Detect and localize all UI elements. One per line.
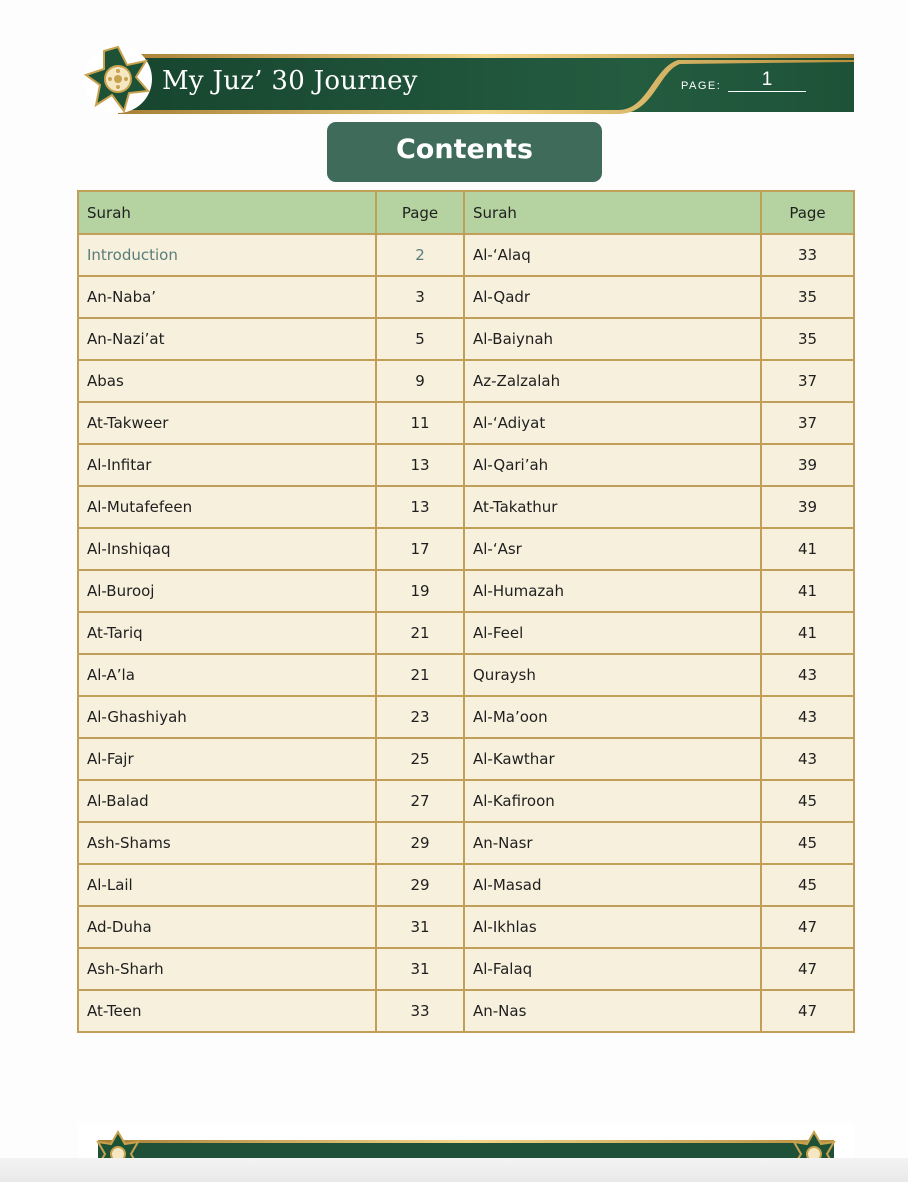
surah-cell: At-Tariq — [78, 612, 376, 654]
page-cell: 45 — [761, 780, 854, 822]
surah-cell: Al-Infitar — [78, 444, 376, 486]
table-row — [78, 696, 854, 738]
table-row — [78, 486, 854, 528]
header-banner — [78, 40, 854, 120]
table-row — [78, 864, 854, 906]
table-row — [78, 780, 854, 822]
surah-cell: Al-Feel — [464, 612, 761, 654]
surah-cell: Al-Fajr — [78, 738, 376, 780]
page-cell: 35 — [761, 276, 854, 318]
page-cell: 37 — [761, 360, 854, 402]
page-cell: 43 — [761, 696, 854, 738]
surah-cell: Al-Masad — [464, 864, 761, 906]
page-cell: 45 — [761, 864, 854, 906]
table-row — [78, 654, 854, 696]
page-cell: 31 — [376, 906, 464, 948]
surah-cell: Abas — [78, 360, 376, 402]
table-row — [78, 360, 854, 402]
page-cell: 21 — [376, 612, 464, 654]
page-cell: 41 — [761, 570, 854, 612]
page-cell: 41 — [761, 612, 854, 654]
table-row — [78, 444, 854, 486]
page-label: PAGE: — [681, 80, 722, 92]
page-cell: 13 — [376, 486, 464, 528]
surah-cell: At-Takathur — [464, 486, 761, 528]
page-cell: 27 — [376, 780, 464, 822]
page-cell: 43 — [761, 654, 854, 696]
page-cell: 39 — [761, 444, 854, 486]
table-body — [78, 234, 854, 1032]
page-cell: 17 — [376, 528, 464, 570]
page-cell: 37 — [761, 402, 854, 444]
page-cell: 2 — [376, 234, 464, 276]
surah-cell: Al-Kawthar — [464, 738, 761, 780]
surah-cell: Quraysh — [464, 654, 761, 696]
table-row — [78, 276, 854, 318]
page-cell: 11 — [376, 402, 464, 444]
page-cell: 39 — [761, 486, 854, 528]
page-cell: 25 — [376, 738, 464, 780]
surah-cell: Al-Kafiroon — [464, 780, 761, 822]
surah-cell: Al-Ikhlas — [464, 906, 761, 948]
page-cell: 47 — [761, 990, 854, 1032]
surah-cell: Al-Balad — [78, 780, 376, 822]
table-row — [78, 906, 854, 948]
page-cell: 33 — [761, 234, 854, 276]
page-cell: 3 — [376, 276, 464, 318]
header-title: My Juz’ 30 Journey — [162, 66, 418, 96]
surah-cell: Al-Qari’ah — [464, 444, 761, 486]
page-cell: 29 — [376, 822, 464, 864]
page-number: 1 — [728, 69, 806, 92]
page-cell: 45 — [761, 822, 854, 864]
surah-cell: An-Nazi’at — [78, 318, 376, 360]
surah-cell: Az-Zalzalah — [464, 360, 761, 402]
surah-cell: Al-Qadr — [464, 276, 761, 318]
table-row — [78, 570, 854, 612]
page-cell: 43 — [761, 738, 854, 780]
page-cell: 31 — [376, 948, 464, 990]
contents-table — [77, 190, 855, 1033]
surah-cell: Al-‘Alaq — [464, 234, 761, 276]
page-cell: 47 — [761, 906, 854, 948]
contents-heading: Contents — [327, 122, 602, 182]
surah-cell: An-Nas — [464, 990, 761, 1032]
page-cell: 35 — [761, 318, 854, 360]
page-cell: 47 — [761, 948, 854, 990]
surah-cell: Ad-Duha — [78, 906, 376, 948]
table-row — [78, 234, 854, 276]
header-surah: Surah — [464, 191, 761, 234]
surah-cell: At-Takweer — [78, 402, 376, 444]
ornament-icon — [84, 45, 152, 113]
table-row — [78, 528, 854, 570]
surah-cell: Al-Burooj — [78, 570, 376, 612]
page-cell: 13 — [376, 444, 464, 486]
viewer-bottom-edge — [0, 1158, 908, 1182]
header-page: Page — [376, 191, 464, 234]
table-row — [78, 402, 854, 444]
surah-cell: An-Nasr — [464, 822, 761, 864]
table-row — [78, 318, 854, 360]
surah-cell: Al-‘Adiyat — [464, 402, 761, 444]
surah-cell: Al-Mutafefeen — [78, 486, 376, 528]
page-cell: 21 — [376, 654, 464, 696]
header-page: Page — [761, 191, 854, 234]
table-row — [78, 822, 854, 864]
surah-cell: Al-Inshiqaq — [78, 528, 376, 570]
surah-cell: Al-Humazah — [464, 570, 761, 612]
table-row — [78, 738, 854, 780]
surah-cell: At-Teen — [78, 990, 376, 1032]
page-cell: 5 — [376, 318, 464, 360]
surah-cell: Introduction — [78, 234, 376, 276]
table-row — [78, 990, 854, 1032]
page-cell: 29 — [376, 864, 464, 906]
footer-graphic — [78, 1124, 854, 1160]
table-row — [78, 948, 854, 990]
surah-cell: Al-Lail — [78, 864, 376, 906]
surah-cell: Al-A’la — [78, 654, 376, 696]
page-cell: 23 — [376, 696, 464, 738]
surah-cell: Ash-Sharh — [78, 948, 376, 990]
page-cell: 19 — [376, 570, 464, 612]
table-row — [78, 612, 854, 654]
surah-cell: Al-Baiynah — [464, 318, 761, 360]
surah-cell: Al-Falaq — [464, 948, 761, 990]
footer-banner — [78, 1124, 854, 1160]
surah-cell: Al-Ma’oon — [464, 696, 761, 738]
header-surah: Surah — [78, 191, 376, 234]
surah-cell: Ash-Shams — [78, 822, 376, 864]
surah-cell: Al-‘Asr — [464, 528, 761, 570]
page-cell: 41 — [761, 528, 854, 570]
table-header-row — [78, 191, 854, 234]
surah-cell: An-Naba’ — [78, 276, 376, 318]
page-cell: 9 — [376, 360, 464, 402]
surah-cell: Al-Ghashiyah — [78, 696, 376, 738]
page-cell: 33 — [376, 990, 464, 1032]
